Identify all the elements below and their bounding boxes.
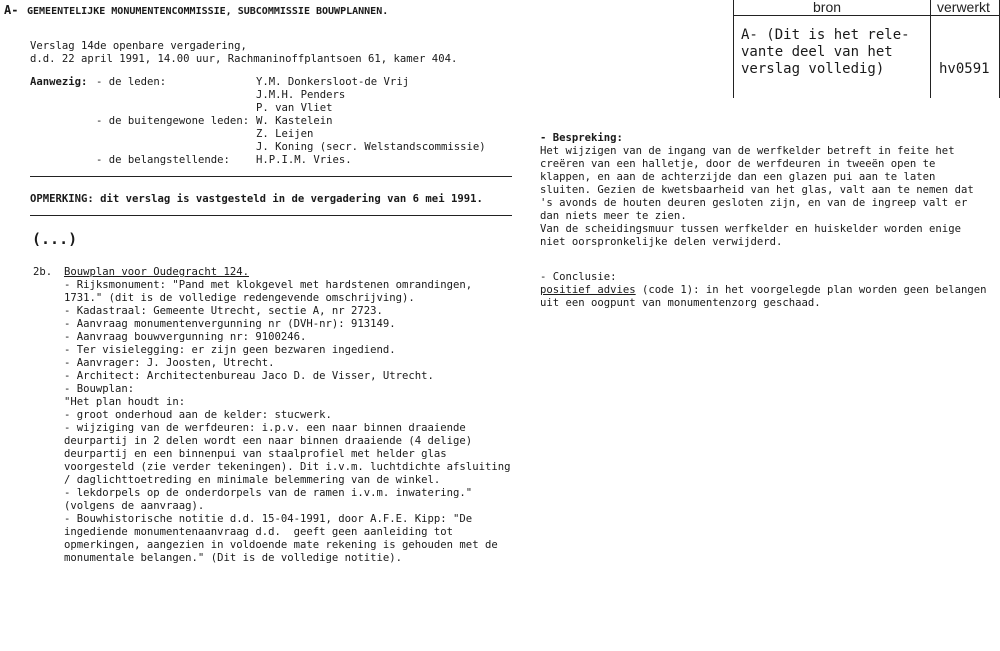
item-line: - wijziging van de werfdeuren: i.p.v. een naar binnen draaiende xyxy=(64,422,466,434)
discussion-line: 's avonds de houten deuren gesloten zijn, en van de ingreep valt er xyxy=(540,197,968,209)
attendance-label: Aanwezig: xyxy=(30,76,88,88)
meeting-line-1: Verslag 14de openbare vergadering, xyxy=(30,40,247,52)
item-line: "Het plan houdt in: xyxy=(64,396,186,408)
discussion-line: creëren van een halletje, door de werfdeuren in tweeën open te xyxy=(540,158,936,170)
attendee-name: P. van Vliet xyxy=(256,102,333,114)
item-line: - Rijksmonument: "Pand met klokgevel met hardstenen omrandingen, xyxy=(64,279,473,291)
bron-line-3: verslag volledig) xyxy=(741,61,885,77)
column-header-bron: bron xyxy=(813,0,842,15)
attendee-name: J.M.H. Penders xyxy=(256,89,346,101)
attendance-group-interested-label: - de belangstellende: xyxy=(96,154,230,166)
column-header-verwerkt: verwerkt xyxy=(937,0,990,15)
bron-line-1: A- (Dit is het rele- xyxy=(741,27,910,43)
verwerkt-value: hv0591 xyxy=(939,61,990,77)
discussion-line: klappen, en aan de achterzijde dan een glazen pui aan te laten xyxy=(540,171,936,183)
item-line: - Bouwhistorische notitie d.d. 15-04-1991, door A.F.E. Kipp: "De xyxy=(64,513,473,525)
document-title: GEMEENTELIJKE MONUMENTENCOMMISSIE, SUBCOMMISSIE BOUWPLANNEN. xyxy=(27,6,389,17)
conclusion-heading: - Conclusie: xyxy=(540,271,617,283)
item-line: deurpartij in 2 delen wordt een naar binnen draaiende (4 delige) xyxy=(64,435,473,447)
item-line: - Aanvraag monumentenvergunning nr (DVH-nr): 913149. xyxy=(64,318,396,330)
table-header-rule xyxy=(733,15,1000,16)
remark: OPMERKING: dit verslag is vastgesteld in de vergadering van 6 mei 1991. xyxy=(30,193,483,205)
item-line: - Architect: Architectenbureau Jaco D. de Visser, Utrecht. xyxy=(64,370,434,382)
item-line: voorgesteld (zie verder tekeningen). Dit i.v.m. luchtdichte afsluiting xyxy=(64,461,511,473)
source-table xyxy=(733,0,1000,98)
item-line: - groot onderhoud aan de kelder: stucwerk. xyxy=(64,409,332,421)
attendee-name: H.P.I.M. Vries. xyxy=(256,154,352,166)
item-line: - Aanvrager: J. Joosten, Utrecht. xyxy=(64,357,275,369)
discussion-line: Het wijzigen van de ingang van de werfkelder betreft in feite het xyxy=(540,145,955,157)
item-line: 1731." (dit is de volledige redengevende omschrijving). xyxy=(64,292,415,304)
item-number: 2b. xyxy=(33,266,53,278)
discussion-line: sluiten. Gezien de kwetsbaarheid van het glas, valt aan te nemen dat xyxy=(540,184,974,196)
divider-top xyxy=(30,176,512,177)
discussion-heading: - Bespreking: xyxy=(540,132,623,144)
bron-line-2: vante deel van het xyxy=(741,44,893,60)
conclusion-line-2: uit een oogpunt van monumentenzorg geschaad. xyxy=(540,297,821,309)
item-line: - Aanvraag bouwvergunning nr: 9100246. xyxy=(64,331,307,343)
advice-rest: (code 1): in het voorgelegde plan worden geen belangen xyxy=(635,284,987,296)
divider-bottom xyxy=(30,215,512,216)
attendee-name: Y.M. Donkersloot-de Vrij xyxy=(256,76,410,88)
item-line: - lekdorpels op de onderdorpels van de ramen i.v.m. inwatering." xyxy=(64,487,473,499)
advice-label: positief advies xyxy=(540,284,636,296)
conclusion-line-1 xyxy=(540,284,986,297)
item-line: deurpartij en een binnenpui van staalprofiel met helder glas xyxy=(64,448,447,460)
item-line: - Bouwplan: xyxy=(64,383,135,395)
document-marker: A- xyxy=(4,3,19,17)
attendee-name: Z. Leijen xyxy=(256,128,314,140)
item-line: / daglichttoetreding en minimale belemmering van de winkel. xyxy=(64,474,441,486)
attendance-group-members-label: - de leden: xyxy=(96,76,167,88)
discussion-line: niet oorspronkelijke delen verwijderd. xyxy=(540,236,783,248)
ellipsis: (...) xyxy=(32,230,78,248)
attendee-name: J. Koning (secr. Welstandscommissie) xyxy=(256,141,486,153)
item-line: (volgens de aanvraag). xyxy=(64,500,205,512)
discussion-line: Van de scheidingsmuur tussen werfkelder en huiskelder worden enige xyxy=(540,223,961,235)
discussion-line: dan niets meer te zien. xyxy=(540,210,687,222)
item-line: ingediende monumentenaanvraag d.d. geeft geen aanleiding tot xyxy=(64,526,454,538)
attendee-name: W. Kastelein xyxy=(256,115,333,127)
meeting-line-2: d.d. 22 april 1991, 14.00 uur, Rachmaninoffplantsoen 61, kamer 404. xyxy=(30,53,458,65)
item-line: monumentale belangen." (Dit is de volledige notitie). xyxy=(64,552,403,564)
attendance-group-extraordinary-label: - de buitengewone leden: xyxy=(96,115,250,127)
item-line: opmerkingen, aangezien in voldoende mate rekening is gehouden met de xyxy=(64,539,498,551)
item-line: - Ter visielegging: er zijn geen bezwaren ingediend. xyxy=(64,344,396,356)
item-line: - Kadastraal: Gemeente Utrecht, sectie A, nr 2723. xyxy=(64,305,383,317)
item-title: Bouwplan voor Oudegracht 124. xyxy=(64,266,249,278)
